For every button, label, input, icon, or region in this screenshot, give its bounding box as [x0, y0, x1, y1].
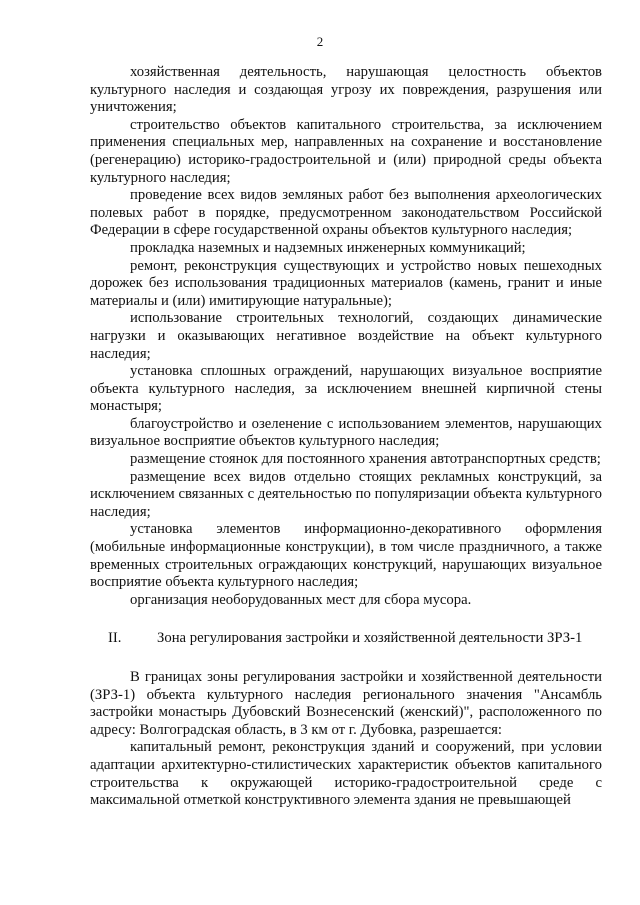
- list-item: проведение всех видов земляных работ без выполнения археологических полевых работ в порядке, предусмотренном законодательством Российской Федерации в сфере государственной охраны объектов культурного наследия;: [90, 187, 602, 239]
- list-item: строительство объектов капитального строительства, за исключением применения специальных мер, направленных на сохранение и восстановление (регенерацию) историко-градостроительной и (или) природной среды объекта культурного наследия;: [90, 116, 602, 186]
- section-number: II.: [108, 630, 122, 647]
- page-number: 2: [316, 34, 324, 49]
- list-item: организация необорудованных мест для сбора мусора.: [130, 591, 472, 608]
- section-paragraph: капитальный ремонт, реконструкция зданий и сооружений, при условии адаптации архитектурно-стилистических характеристик объектов капитального строительства к окружающей историко-градостроительной среде с максимальной отметкой конструктивного элемента здания не превышающей: [90, 739, 602, 809]
- document-body: [90, 64, 602, 810]
- list-item: хозяйственная деятельность, нарушающая целостность объектов культурного наследия и создающая угрозу их повреждения, разрушения или уничтожения;: [90, 64, 602, 116]
- section-title: Зона регулирования застройки и хозяйственной деятельности ЗРЗ-1: [157, 630, 583, 647]
- section-paragraph: В границах зоны регулирования застройки и хозяйственной деятельности (ЗРЗ-1) объекта культурного наследия регионального значения "Ансамбль застройки монастырь Дубовский Вознесенский (женский)", расположенного по адресу: Волгоградская область, в 3 км от г. Дубовка, разрешается:: [90, 669, 602, 738]
- list-item: ремонт, реконструкция существующих и устройство новых пешеходных дорожек без использования традиционных материалов (камень, гранит и иные материалы и (или) имитирующие натуральные);: [90, 257, 602, 309]
- section-heading: [90, 630, 602, 648]
- list-item: установка элементов информационно-декоративного оформления (мобильные информационные конструкции), в том числе праздничного, а также временных строительных ограждающих конструкций, нарушающих визуальное восприятие объекта культурного наследия;: [90, 521, 602, 591]
- list-item: размещение всех видов отдельно стоящих рекламных конструкций, за исключением связанных с деятельностью по популяризации объекта культурного наследия;: [90, 468, 602, 520]
- list-item: благоустройство и озеленение с использованием элементов, нарушающих визуальное восприятие объектов культурного наследия;: [90, 415, 602, 450]
- list-item: установка сплошных ограждений, нарушающих визуальное восприятие объекта культурного наследия, за исключением внешней кирпичной стены монастыря;: [90, 363, 602, 415]
- list-item: размещение стоянок для постоянного хранения автотранспортных средств;: [130, 451, 601, 468]
- list-item: прокладка наземных и надземных инженерных коммуникаций;: [130, 239, 526, 256]
- list-item: использование строительных технологий, создающих динамические нагрузки и оказывающих негативное воздействие на объект культурного наследия;: [90, 310, 602, 362]
